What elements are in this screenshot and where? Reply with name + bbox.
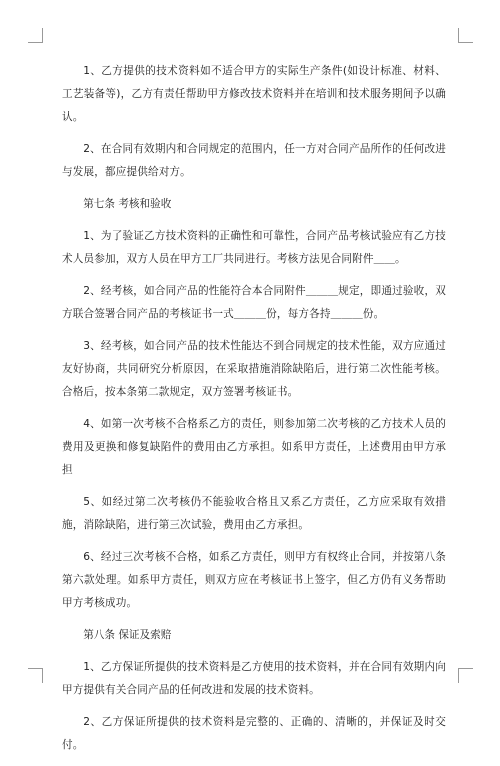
document-body [62, 60, 446, 766]
paragraph-article-7-item-6: 6、经过三次考核不合格，如系乙方责任，则甲方有权终止合同，并按第八条第六款处理。如系甲方责任，则双方应在考核证书上签字，但乙方仍有义务帮助甲方考核成功。 [62, 551, 446, 609]
paragraph-7-clause-2-improvements: 2、在合同有效期内和合同规定的范围内，任一方对合同产品所作的任何改进与发展，都应提供给对方。 [62, 143, 446, 178]
paragraph-article-7-item-1: 1、为了验证乙方技术资料的正确性和可靠性，合同产品考核试验应有乙方技术人员参加，双方人员在甲方工厂共同进行。考核方法见合同附件＿＿。 [62, 230, 446, 265]
paragraph-article-7-item-4: 4、如第一次考核不合格系乙方的责任，则参加第二次考核的乙方技术人员的费用及更换和修复缺陷件的费用由乙方承担。如系甲方责任，上述费用由甲方承担 [62, 418, 446, 476]
section-heading-article-8: 第八条 保证及索赔 [83, 629, 172, 641]
paragraph-article-7-item-3: 3、经考核，如合同产品的技术性能达不到合同规定的技术性能，双方应通过友好协商，共同研究分析原因，在采取措施消除缺陷后，进行第二次性能考核。合格后，按本条第二款规定，双方签署考核证书。 [62, 340, 446, 398]
crop-mark-top-left [28, 28, 43, 43]
paragraph-7-clause-1-adaptation: 1、乙方提供的技术资料如不适合甲方的实际生产条件(如设计标准、材料、工艺装备等)，乙方有责任帮助甲方修改技术资料并在培训和技术服务期间予以确认。 [62, 65, 446, 123]
crop-mark-top-right [458, 28, 473, 43]
crop-mark-bottom-left [28, 668, 43, 683]
section-heading-article-7: 第七条 考核和验收 [83, 198, 172, 210]
paragraph-article-7-item-2: 2、经考核，如合同产品的性能符合本合同附件＿＿＿规定，即通过验收，双方联合签署合同产品的考核证书一式＿＿＿份，每方各持＿＿＿份。 [62, 285, 446, 320]
crop-mark-bottom-right [458, 668, 473, 683]
paragraph-article-8-item-2: 2、乙方保证所提供的技术资料是完整的、正确的、清晰的，并保证及时交付。 [62, 716, 446, 751]
paragraph-article-7-item-5: 5、如经过第二次考核仍不能验收合格且又系乙方责任，乙方应采取有效措施，消除缺陷，进行第三次试验，费用由乙方承担。 [62, 496, 446, 531]
paragraph-article-8-item-1: 1、乙方保证所提供的技术资料是乙方使用的技术资料，并在合同有效期内向甲方提供有关合同产品的任何改进和发展的技术资料。 [62, 661, 446, 696]
